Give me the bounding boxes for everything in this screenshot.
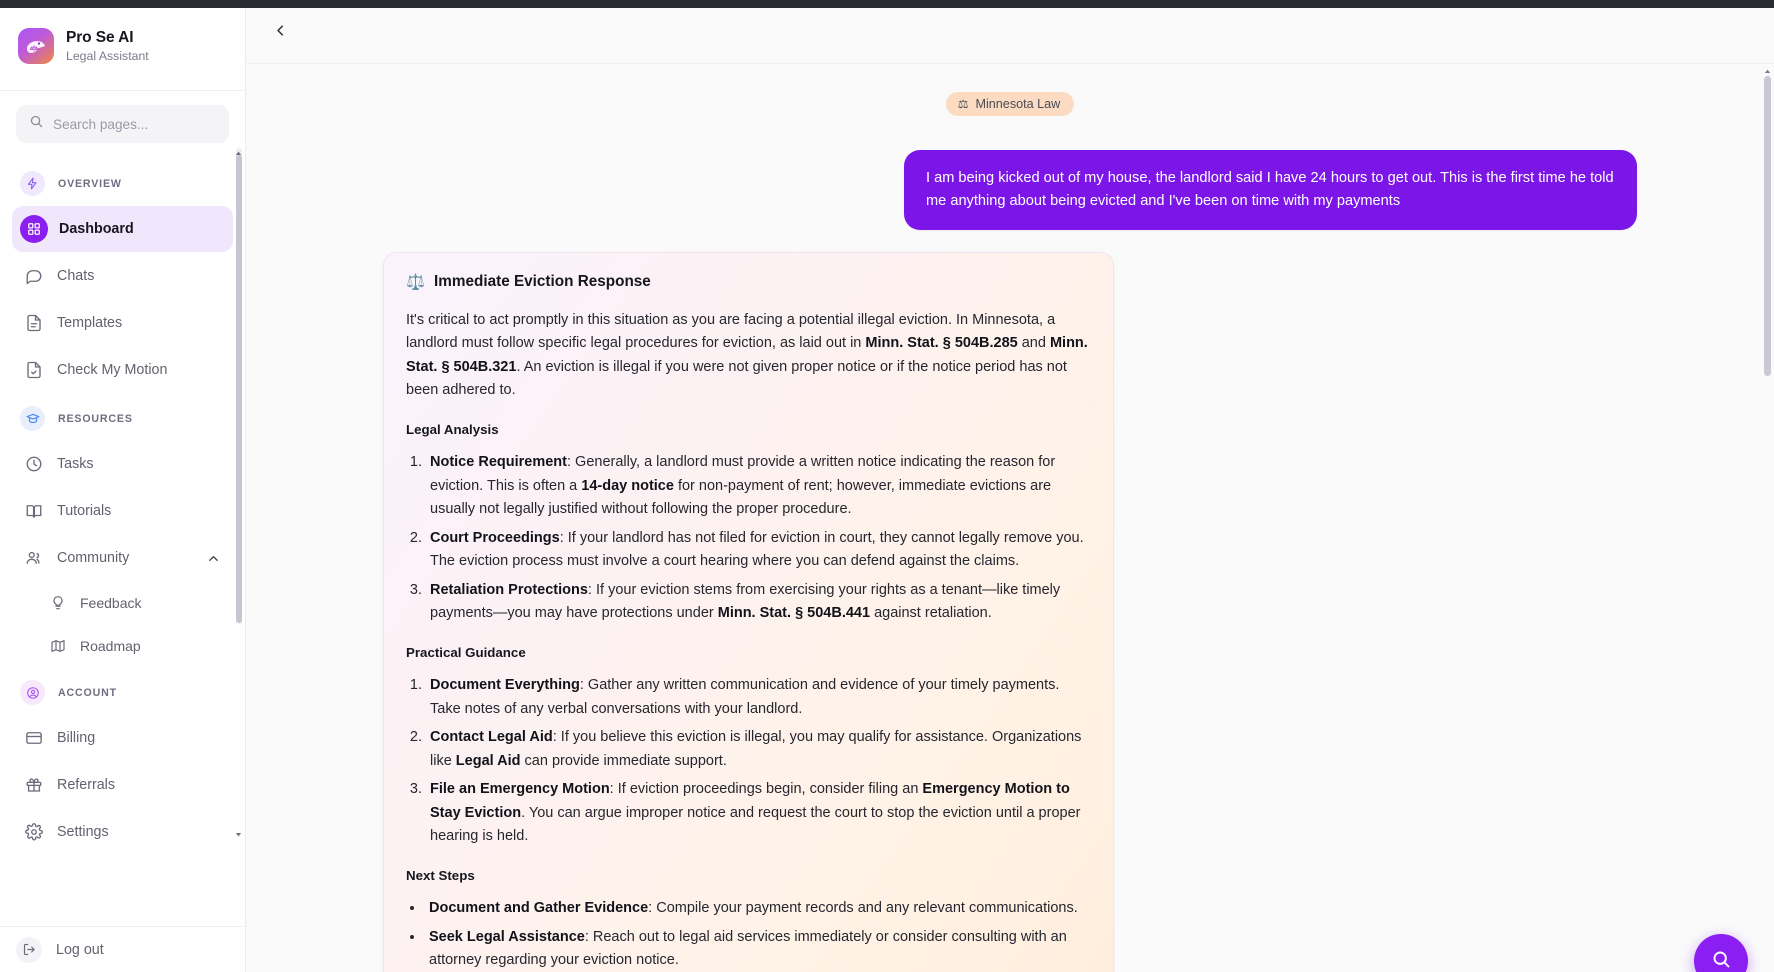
sidebar-item-roadmap[interactable]	[12, 625, 233, 667]
main-scroll-up-arrow-icon[interactable]	[1762, 66, 1773, 77]
main-content	[246, 0, 1774, 972]
chat-scroll-area	[246, 64, 1774, 972]
brand-header	[0, 0, 245, 91]
grid-dashboard-icon	[20, 215, 48, 243]
practical-guidance-list	[406, 674, 1091, 848]
response-title	[406, 273, 1091, 292]
list-item-term: Document and Gather Evidence	[429, 900, 649, 917]
gear-icon	[24, 823, 43, 842]
logout-button[interactable]	[0, 926, 245, 972]
chat-thread	[246, 92, 1774, 972]
list-item-text-a: : Compile your payment records and any relevant communications.	[648, 900, 1078, 917]
response-body	[406, 309, 1091, 972]
sidebar-item-label-tutorials: Tutorials	[57, 503, 112, 519]
search-container	[0, 91, 245, 153]
sidebar-scrollbar-thumb[interactable]	[236, 155, 242, 623]
section-label-resources: RESOURCES	[58, 412, 133, 425]
credit-card-icon	[24, 729, 43, 748]
sidebar-item-feedback[interactable]	[12, 582, 233, 624]
app-logo-icon	[18, 28, 54, 64]
sidebar	[0, 0, 246, 972]
list-item-text-a: : If you believe this eviction is illegal, you may qualify for assistance. Organizations like	[430, 729, 1082, 769]
sidebar-item-label-roadmap: Roadmap	[80, 638, 141, 654]
legal-analysis-list	[406, 451, 1091, 625]
sidebar-item-referrals[interactable]	[12, 762, 233, 808]
user-message-bubble: I am being kicked out of my house, the landlord said I have 24 hours to get out. This is the first time he told me anything about being evicted and I've been on time with my payments	[904, 150, 1637, 230]
assistant-response-card	[383, 252, 1114, 972]
list-item-text-c: for non-payment of rent; however, immediate evictions are usually not legally justified without following the proper procedure.	[430, 477, 1052, 518]
list-item-term: File an Emergency Motion	[430, 781, 610, 798]
scroll-down-arrow-icon[interactable]	[233, 829, 244, 840]
list-item	[425, 926, 1091, 972]
list-item-text-a: : If your landlord has not filed for eviction in court, they cannot legally remove you. The eviction process must involve a court hearing where you can defend against the claims.	[430, 529, 1084, 570]
sidebar-item-tutorials[interactable]	[12, 488, 233, 534]
list-item-term: Contact Legal Aid	[430, 729, 553, 746]
next-steps-list	[406, 897, 1091, 972]
sidebar-item-label-tasks: Tasks	[57, 456, 94, 472]
open-book-icon	[24, 502, 43, 521]
list-item	[426, 527, 1091, 574]
back-button[interactable]	[264, 16, 296, 48]
sidebar-item-label-dashboard: Dashboard	[59, 221, 134, 237]
response-intro-paragraph	[406, 309, 1091, 403]
section-label-overview: OVERVIEW	[58, 177, 122, 190]
list-item-bold-b: Emergency Motion to Stay Eviction	[430, 781, 1070, 821]
list-item	[426, 451, 1091, 521]
main-scrollbar-thumb[interactable]	[1764, 76, 1771, 376]
list-item	[425, 897, 1091, 920]
intro-text-3: . An eviction is illegal if you were not given proper notice or if the notice period has not been adhered to.	[406, 358, 1067, 399]
search-icon	[1711, 949, 1732, 972]
brand-title: Pro Se AI	[66, 29, 134, 46]
section-account	[12, 668, 233, 715]
document-lines-icon	[24, 314, 43, 333]
list-item	[426, 579, 1091, 626]
sidebar-item-label-chats: Chats	[57, 268, 95, 284]
search-input[interactable]	[53, 117, 216, 132]
sidebar-item-label-templates: Templates	[57, 315, 123, 331]
chevron-left-icon	[273, 23, 288, 41]
main-header	[246, 0, 1774, 64]
sidebar-item-billing[interactable]	[12, 715, 233, 761]
sidebar-item-chats[interactable]	[12, 253, 233, 299]
list-item-text-a: : Gather any written communication and evidence of your timely payments. Take notes of any verbal conversations with your landlord.	[430, 677, 1060, 717]
sidebar-scroll-region	[0, 153, 245, 926]
search-icon	[29, 114, 44, 134]
scales-of-justice-icon: ⚖	[957, 97, 969, 111]
list-item-text-a: : If eviction proceedings begin, consider filing an	[609, 781, 923, 798]
lightning-bolt-icon	[20, 171, 45, 196]
section-overview	[12, 159, 233, 206]
statute-504b-285: Minn. Stat. § 504B.285	[865, 335, 1018, 352]
map-icon	[48, 637, 67, 656]
list-item-term: Seek Legal Assistance	[429, 928, 585, 945]
list-item	[426, 726, 1091, 773]
search-box[interactable]	[16, 105, 229, 143]
graduation-cap-icon	[20, 406, 45, 431]
sidebar-item-label-feedback: Feedback	[80, 595, 142, 611]
user-message-row	[383, 150, 1637, 230]
list-item-text-a: : If your eviction stems from exercising your rights as a tenant—like timely payments—you may have protections under	[430, 581, 1061, 622]
document-check-icon	[24, 361, 43, 380]
sidebar-item-label-community: Community	[57, 550, 130, 566]
window-top-strip	[0, 0, 1774, 8]
list-item	[426, 778, 1091, 848]
chevron-up-icon[interactable]	[206, 551, 221, 566]
section-resources	[12, 394, 233, 441]
scales-emoji-icon: ⚖️	[406, 273, 426, 291]
section-heading-next-steps: Next Steps	[406, 867, 475, 883]
list-item-text-a: : Generally, a landlord must provide a written notice indicating the reason for eviction. This is often a	[430, 454, 1056, 494]
sidebar-item-community[interactable]	[12, 535, 233, 581]
response-title-text: Immediate Eviction Response	[434, 273, 651, 291]
sidebar-item-label-referrals: Referrals	[57, 777, 115, 793]
list-item-term: Document Everything	[430, 677, 580, 694]
logout-arrow-icon	[16, 937, 42, 963]
message-bubble-icon	[24, 267, 43, 286]
sidebar-item-dashboard[interactable]	[12, 206, 233, 252]
assistant-response-row	[383, 252, 1637, 972]
jurisdiction-badge	[946, 92, 1074, 116]
statute-504b-321: Minn. Stat. § 504B.321	[406, 335, 1088, 375]
list-item-text-c: . You can argue improper notice and request the court to stop the eviction until a proper hearing is held.	[430, 804, 1081, 845]
sidebar-item-check-my-motion[interactable]	[12, 347, 233, 393]
lightbulb-icon	[48, 594, 67, 613]
gift-icon	[24, 776, 43, 795]
list-item-bold-b: 14-day notice	[581, 477, 674, 494]
sidebar-item-settings[interactable]	[12, 809, 233, 855]
list-item-bold-b: Minn. Stat. § 504B.441	[717, 605, 871, 622]
sidebar-nav	[0, 159, 245, 896]
user-circle-icon	[20, 680, 45, 705]
list-item-text-c: against retaliation.	[870, 605, 992, 622]
sidebar-item-label-billing: Billing	[57, 730, 96, 746]
list-item-text-c: can provide immediate support.	[520, 752, 727, 769]
sidebar-item-label-settings: Settings	[57, 824, 109, 840]
list-item-term: Notice Requirement	[430, 454, 567, 471]
users-icon	[24, 549, 43, 568]
sidebar-item-label-check-my-motion: Check My Motion	[57, 362, 168, 378]
list-item-text-a: : Reach out to legal aid services immediately or consider consulting with an attorney regarding your eviction notice.	[429, 928, 1067, 969]
list-item-term: Court Proceedings	[430, 529, 560, 546]
sidebar-item-tasks[interactable]	[12, 441, 233, 487]
brand-subtitle: Legal Assistant	[66, 49, 149, 63]
section-heading-legal-analysis: Legal Analysis	[406, 421, 499, 437]
list-item-bold-b: Legal Aid	[455, 752, 521, 769]
scroll-up-arrow-icon[interactable]	[233, 148, 244, 159]
list-item	[426, 674, 1091, 721]
section-heading-practical-guidance: Practical Guidance	[406, 644, 526, 660]
intro-text-2: and	[1017, 335, 1050, 352]
logout-label: Log out	[56, 941, 104, 958]
sidebar-item-templates[interactable]	[12, 300, 233, 346]
intro-text-1: It's critical to act promptly in this situation as you are facing a potential illegal eviction. In Minnesota, a landlord must follow specific legal procedures for eviction, as laid out in	[406, 311, 1056, 352]
clock-icon	[24, 455, 43, 474]
section-label-account: ACCOUNT	[58, 686, 117, 699]
list-item-term: Retaliation Protections	[430, 581, 588, 598]
jurisdiction-badge-label: Minnesota Law	[975, 97, 1061, 111]
